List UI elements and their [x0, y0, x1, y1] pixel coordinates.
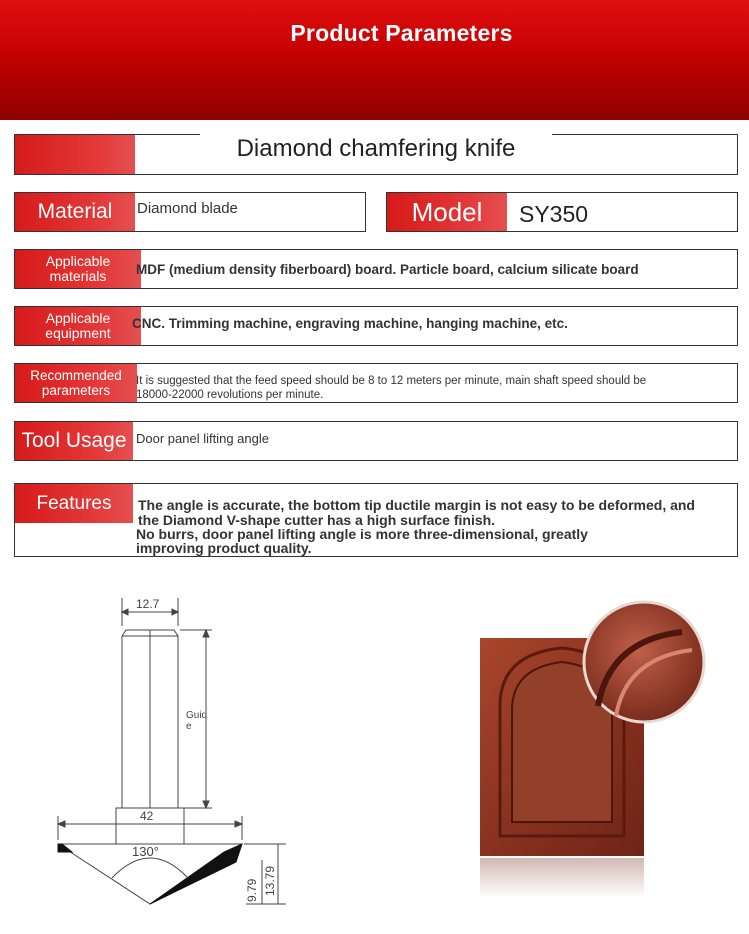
features-line2: the Diamond V-shape cutter has a high surface finish. — [138, 512, 496, 528]
door-panel-image — [470, 596, 720, 916]
applicable-equipment-box — [14, 306, 738, 346]
height-1-label: 9.79 — [245, 878, 259, 902]
applicable-equipment-label: Applicable equipment — [15, 307, 141, 345]
recommended-line1: It is suggested that the feed speed should be 8 to 12 meters per minute, main shaft speed should be — [136, 375, 647, 387]
recommended-label: Recommended parameters — [15, 364, 137, 402]
applicable-materials-value: MDF (medium density fiberboard) board. Particle board, calcium silicate board — [136, 262, 639, 277]
features-line3: No burrs, door panel lifting angle is more three-dimensional, greatly — [136, 526, 588, 542]
guide-label-2: e — [186, 721, 192, 732]
page-title: Product Parameters — [290, 20, 513, 46]
angle-label: 130° — [132, 844, 159, 859]
model-box — [386, 192, 738, 232]
applicable-equipment-value: CNC. Trimming machine, engraving machine, hanging machine, etc. — [132, 316, 568, 331]
tool-usage-value: Door panel lifting angle — [136, 431, 269, 446]
recommended-line2: 18000-22000 revolutions per minute. — [136, 389, 324, 401]
applicable-materials-label: Applicable materials — [15, 250, 141, 288]
recommended-box — [14, 363, 738, 403]
tool-usage-label: Tool Usage — [15, 422, 133, 460]
cutter-drawing — [40, 590, 300, 920]
applicable-materials-box — [14, 249, 738, 289]
header-banner — [0, 0, 749, 120]
cutter-width-label: 42 — [140, 809, 154, 823]
material-value: Diamond blade — [137, 200, 238, 217]
features-box — [14, 483, 738, 557]
features-line4: improving product quality. — [136, 540, 312, 556]
model-value: SY350 — [519, 201, 589, 227]
tool-usage-box — [14, 421, 738, 461]
material-box — [14, 192, 366, 232]
model-label: Model — [387, 193, 507, 231]
height-2-label: 13.79 — [263, 865, 277, 896]
material-label: Material — [15, 193, 135, 231]
features-line1: The angle is accurate, the bottom tip ductile margin is not easy to be deformed, and — [138, 497, 695, 513]
product-name: Diamond chamfering knife — [200, 134, 552, 164]
guide-label: Guid — [186, 710, 208, 721]
product-name-tag — [15, 135, 135, 174]
shank-width-label: 12.7 — [136, 597, 160, 611]
features-label: Features — [15, 484, 133, 523]
